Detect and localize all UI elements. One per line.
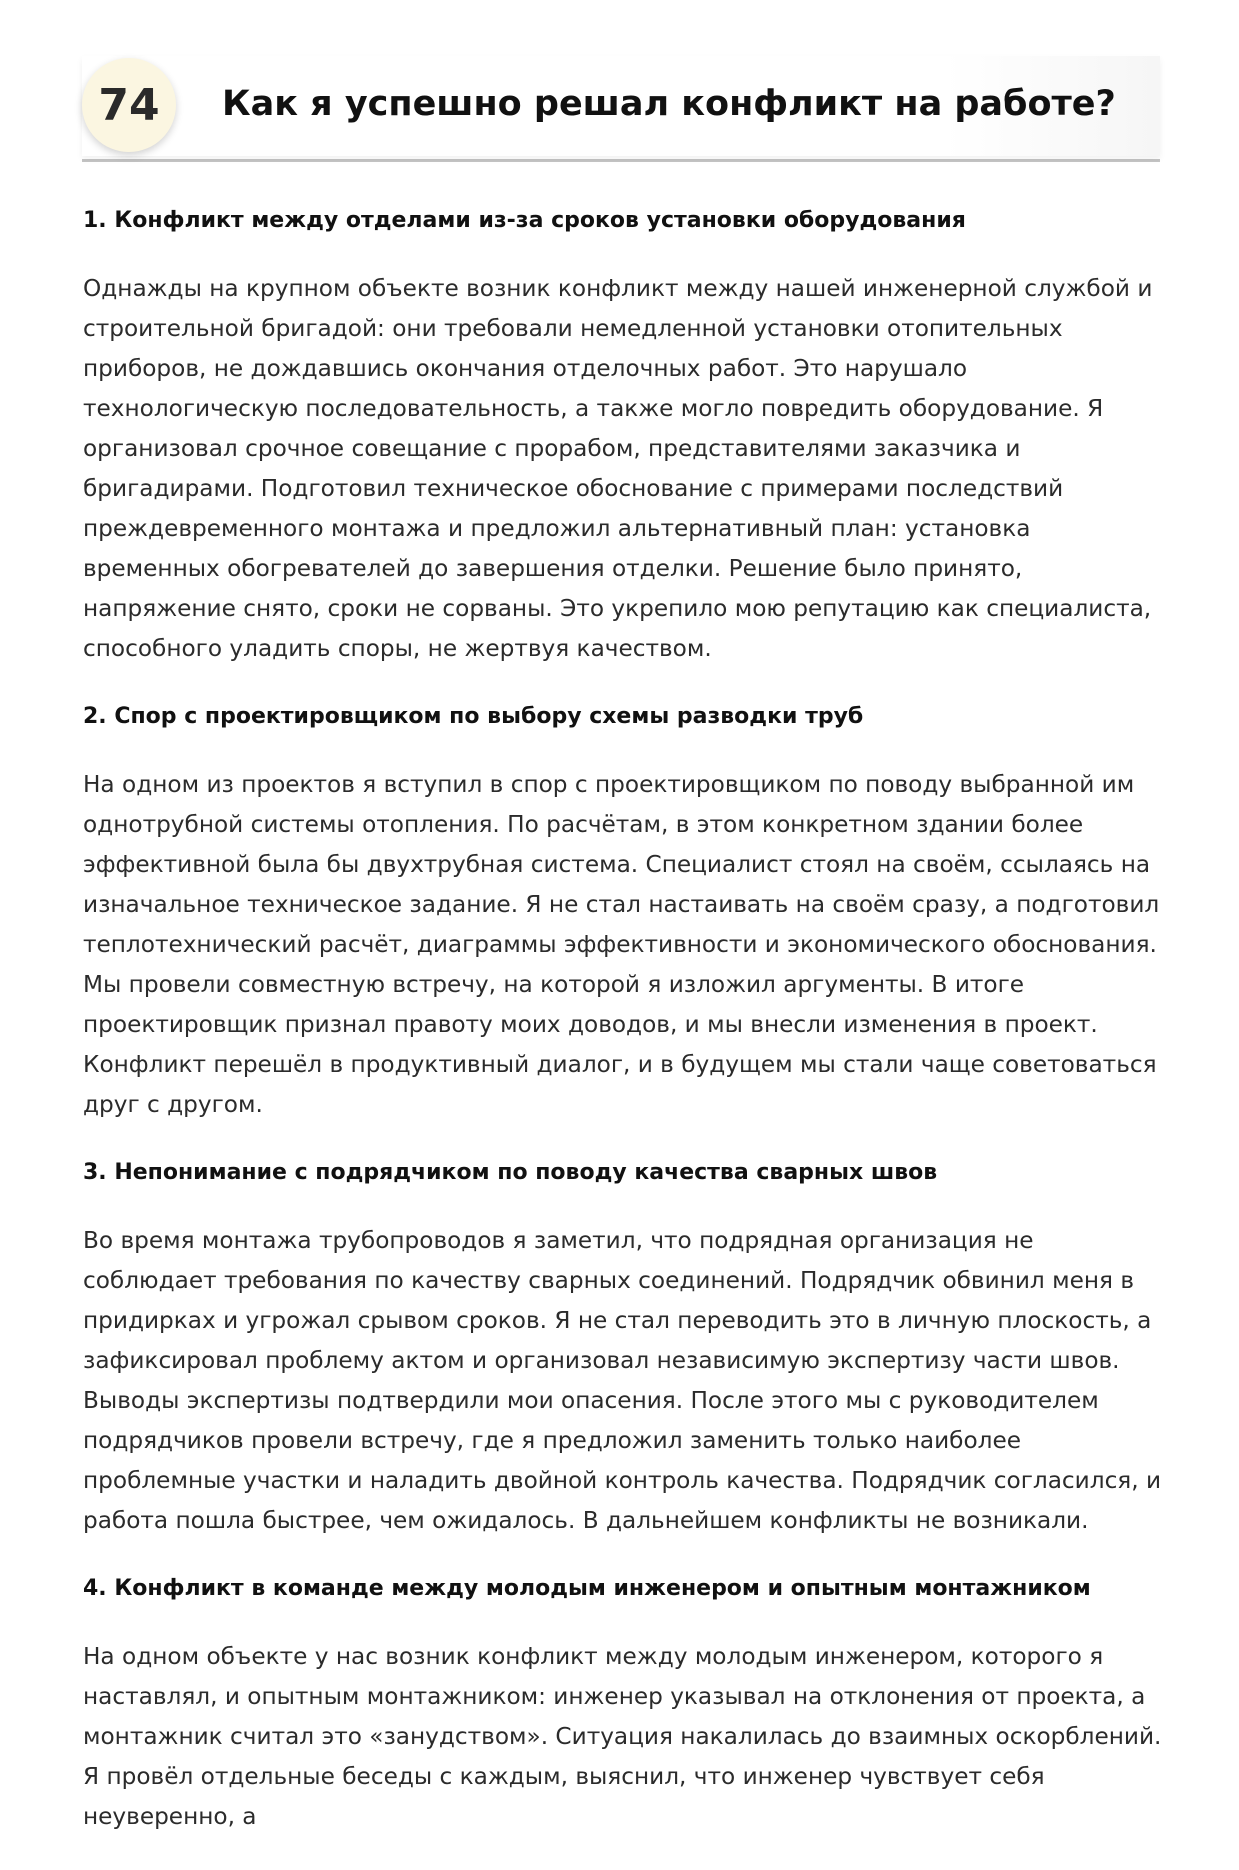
section-heading: 2. Спор с проектировщиком по выбору схемы разводки труб	[83, 704, 864, 729]
section-heading: 3. Непонимание с подрядчиком по поводу качества сварных швов	[83, 1160, 938, 1185]
section-4	[83, 1574, 1163, 1837]
section-body: На одном из проектов я вступил в спор с проектировщиком по поводу выбранной им однотрубной системы отопления. По расчётам, в этом конкретном здании более эффективной была бы двухтрубная система. Специалист стоял на своём, ссылаясь на изначальное техническое задание. Я не стал настаивать на своём сразу, а подготовил теплотехнический расчёт, диаграммы эффективности и экономического обоснования. Мы провели совместную встречу, на которой я изложил аргументы. В итоге проектировщик признал правоту моих доводов, и мы внесли изменения в проект. Конфликт перешёл в продуктивный диалог, и в будущем мы стали чаще советоваться друг с другом.	[83, 771, 1160, 1118]
page-title: Как я успешно решал конфликт на работе?	[222, 84, 1116, 124]
page-header	[82, 48, 1160, 162]
section-1	[83, 206, 1163, 669]
section-body: Во время монтажа трубопроводов я заметил, что подрядная организация не соблюдает требования по качеству сварных соединений. Подрядчик обвинил меня в придирках и угрожал срывом сроков. Я не стал переводить это в личную плоскость, а зафиксировал проблему актом и организовал независимую экспертизу части швов. Выводы экспертизы подтвердили мои опасения. После этого мы с руководителем подрядчиков провели встречу, где я предложил заменить только наиболее проблемные участки и наладить двойной контроль качества. Подрядчик согласился, и работа пошла быстрее, чем ожидалось. В дальнейшем конфликты не возникали.	[83, 1227, 1162, 1534]
article-content	[83, 206, 1163, 1870]
section-body: На одном объекте у нас возник конфликт между молодым инженером, которого я наставлял, и опытным монтажником: инженер указывал на отклонения от проекта, а монтажник считал это «занудством». Ситуация накалилась до взаимных оскорблений. Я провёл отдельные беседы с каждым, выяснил, что инженер чувствует себя неуверенно, а	[83, 1643, 1162, 1830]
section-body: Однажды на крупном объекте возник конфликт между нашей инженерной службой и строительной бригадой: они требовали немедленной установки отопительных приборов, не дождавшись окончания отделочных работ. Это нарушало технологическую последовательность, а также могло повредить оборудование. Я организовал срочное совещание с прорабом, представителями заказчика и бригадирами. Подготовил техническое обоснование с примерами последствий преждевременного монтажа и предложил альтернативный план: установка временных обогревателей до завершения отделки. Решение было принято, напряжение снято, сроки не сорваны. Это укрепило мою репутацию как специалиста, способного уладить споры, не жертвуя качеством.	[83, 275, 1153, 662]
section-2	[83, 702, 1163, 1125]
section-3	[83, 1158, 1163, 1541]
section-heading: 1. Конфликт между отделами из-за сроков установки оборудования	[83, 208, 966, 233]
question-number-badge: 74	[82, 58, 176, 152]
section-heading: 4. Конфликт в команде между молодым инженером и опытным монтажником	[83, 1576, 1091, 1601]
